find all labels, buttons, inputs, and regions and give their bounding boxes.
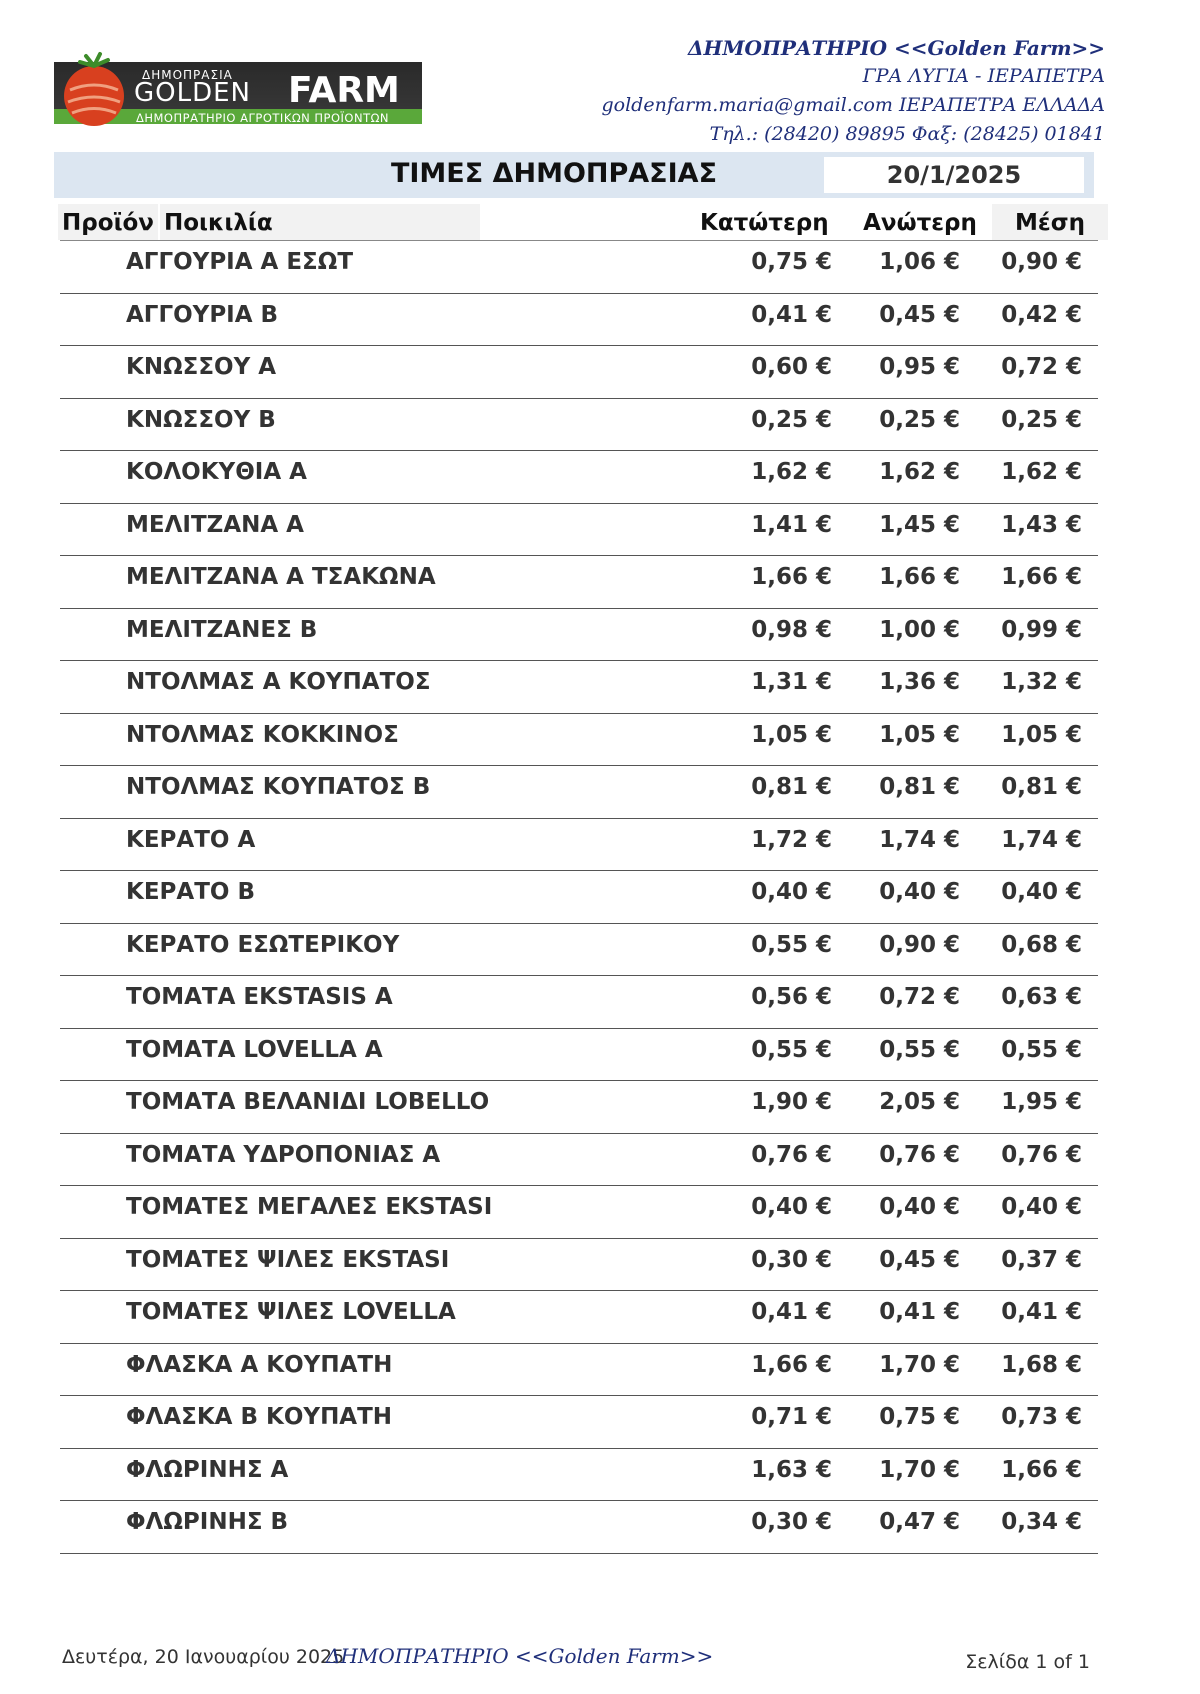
product-name: ΜΕΛΙΤΖΑΝΑ Α ΤΣΑΚΩΝΑ xyxy=(126,564,436,590)
price-avg: 0,55 € xyxy=(1001,1036,1082,1063)
table-row xyxy=(60,714,1098,767)
price-avg: 0,63 € xyxy=(1001,984,1082,1010)
column-header-product: Προϊόν xyxy=(58,204,158,240)
table-row xyxy=(60,1081,1098,1134)
price-low: 1,05 € xyxy=(751,721,832,748)
product-name: ΑΓΓΟΥΡΙΑ Α ΕΣΩΤ xyxy=(126,249,354,275)
price-high: 1,45 € xyxy=(879,511,960,538)
company-phone: Τηλ.: (28420) 89895 Φαξ: (28425) 01841 xyxy=(709,123,1105,145)
price-high: 1,70 € xyxy=(879,1456,960,1483)
product-name: ΑΓΓΟΥΡΙΑ Β xyxy=(126,301,279,328)
price-low: 1,41 € xyxy=(751,511,832,538)
price-avg: 0,68 € xyxy=(1001,931,1082,958)
table-row xyxy=(60,240,1098,294)
price-avg: 1,95 € xyxy=(1001,1089,1082,1115)
product-name: ΝΤΟΛΜΑΣ ΚΟΥΠΑΤΟΣ Β xyxy=(126,774,431,800)
price-high: 0,40 € xyxy=(879,1194,960,1220)
footer-company-name: ΔΗΜΟΠΡΑΤΗΡΙΟ <<Golden Farm>> xyxy=(326,1644,714,1668)
price-high: 0,81 € xyxy=(879,774,960,800)
price-high: 0,41 € xyxy=(879,1299,960,1325)
table-row xyxy=(60,1029,1098,1082)
price-high: 1,36 € xyxy=(879,669,960,695)
logo-word-golden: GOLDEN xyxy=(134,78,251,108)
price-low: 0,76 € xyxy=(751,1141,832,1168)
table-row xyxy=(60,1449,1098,1502)
footer-page-number: Σελίδα 1 of 1 xyxy=(965,1651,1090,1673)
table-row xyxy=(60,504,1098,557)
price-avg: 0,25 € xyxy=(1001,406,1082,433)
table-row xyxy=(60,1134,1098,1187)
table-row xyxy=(60,924,1098,977)
product-name: ΤΟΜΑΤΑ ΥΔΡΟΠΟΝΙΑΣ Α xyxy=(126,1141,441,1168)
table-row xyxy=(60,399,1098,452)
company-name: ΔΗΜΟΠΡΑΤΗΡΙΟ <<Golden Farm>> xyxy=(687,36,1105,60)
company-logo xyxy=(54,50,422,128)
product-name: ΝΤΟΛΜΑΣ Α ΚΟΥΠΑΤΟΣ xyxy=(126,669,431,695)
company-email: goldenfarm.maria@gmail.com ΙΕΡΑΠΕΤΡΑ ΕΛΛΑΔΑ xyxy=(601,94,1105,116)
table-row xyxy=(60,294,1098,347)
price-low: 0,75 € xyxy=(751,249,832,275)
table-row xyxy=(60,819,1098,872)
column-header-low: Κατώτερη xyxy=(700,210,829,236)
table-row xyxy=(60,766,1098,819)
price-avg: 0,72 € xyxy=(1001,354,1082,380)
price-high: 1,06 € xyxy=(879,249,960,275)
price-low: 0,55 € xyxy=(751,931,832,958)
table-row xyxy=(60,871,1098,924)
company-location: ΓΡΑ ΛΥΓΙΑ - ΙΕΡΑΠΕΤΡΑ xyxy=(862,65,1105,87)
table-row xyxy=(60,346,1098,399)
price-avg: 0,40 € xyxy=(1001,879,1082,905)
price-avg: 0,40 € xyxy=(1001,1194,1082,1220)
price-avg: 1,62 € xyxy=(1001,459,1082,485)
price-avg: 1,74 € xyxy=(1001,826,1082,853)
price-low: 0,30 € xyxy=(751,1509,832,1535)
price-avg: 0,76 € xyxy=(1001,1141,1082,1168)
price-high: 0,25 € xyxy=(879,406,960,433)
price-high: 0,95 € xyxy=(879,354,960,380)
price-low: 1,90 € xyxy=(751,1089,832,1115)
product-name: ΚΝΩΣΣΟΥ Α xyxy=(126,354,277,380)
price-low: 0,30 € xyxy=(751,1246,832,1273)
table-row xyxy=(60,451,1098,504)
footer-date: Δευτέρα, 20 Ιανουαρίου 2025 xyxy=(62,1646,345,1668)
title-band xyxy=(54,152,1094,198)
price-low: 0,98 € xyxy=(751,616,832,643)
table-row xyxy=(60,976,1098,1029)
price-high: 0,55 € xyxy=(879,1036,960,1063)
price-low: 0,40 € xyxy=(751,879,832,905)
page-title: ΤΙΜΕΣ ΔΗΜΟΠΡΑΣΙΑΣ xyxy=(390,158,718,189)
price-low: 1,63 € xyxy=(751,1456,832,1483)
price-high: 1,62 € xyxy=(879,459,960,485)
price-avg: 1,66 € xyxy=(1001,1456,1082,1483)
price-avg: 0,37 € xyxy=(1001,1246,1082,1273)
price-low: 1,62 € xyxy=(751,459,832,485)
price-high: 0,72 € xyxy=(879,984,960,1010)
price-high: 1,66 € xyxy=(879,564,960,590)
price-high: 0,90 € xyxy=(879,931,960,958)
price-low: 0,41 € xyxy=(751,1299,832,1325)
product-name: ΚΕΡΑΤΟ ΕΣΩΤΕΡΙΚΟΥ xyxy=(126,931,400,958)
price-avg: 1,68 € xyxy=(1001,1351,1082,1378)
table-row xyxy=(60,1239,1098,1292)
price-high: 2,05 € xyxy=(879,1089,960,1115)
product-name: ΦΛΑΣΚΑ Β ΚΟΥΠΑΤΗ xyxy=(126,1404,393,1430)
auction-date: 20/1/2025 xyxy=(824,157,1084,193)
price-avg: 0,99 € xyxy=(1001,616,1082,643)
price-high: 0,45 € xyxy=(879,301,960,328)
product-name: ΜΕΛΙΤΖΑΝΑ Α xyxy=(126,511,304,538)
price-high: 1,70 € xyxy=(879,1351,960,1378)
price-low: 0,81 € xyxy=(751,774,832,800)
logo-word-farm: FARM xyxy=(288,70,400,111)
column-header-avg: Μέση xyxy=(992,204,1108,240)
product-name: ΤΟΜΑΤΑ ΒΕΛΑΝΙΔΙ LOBELLO xyxy=(126,1089,490,1115)
price-low: 0,41 € xyxy=(751,301,832,328)
table-row xyxy=(60,609,1098,662)
product-name: ΦΛΩΡΙΝΗΣ Α xyxy=(126,1456,289,1483)
price-avg: 0,90 € xyxy=(1001,249,1082,275)
price-high: 1,05 € xyxy=(879,721,960,748)
table-row xyxy=(60,1396,1098,1449)
product-name: ΚΕΡΑΤΟ Α xyxy=(126,826,256,853)
price-low: 0,56 € xyxy=(751,984,832,1010)
price-low: 1,31 € xyxy=(751,669,832,695)
price-table xyxy=(60,240,1098,1554)
product-name: ΚΟΛΟΚΥΘΙΑ Α xyxy=(126,459,307,485)
price-high: 1,00 € xyxy=(879,616,960,643)
price-high: 0,45 € xyxy=(879,1246,960,1273)
price-high: 0,75 € xyxy=(879,1404,960,1430)
table-row xyxy=(60,1186,1098,1239)
price-low: 0,25 € xyxy=(751,406,832,433)
product-name: ΦΛΩΡΙΝΗΣ Β xyxy=(126,1509,289,1535)
price-high: 0,40 € xyxy=(879,879,960,905)
table-row xyxy=(60,556,1098,609)
product-name: ΤΟΜΑΤΕΣ ΨΙΛΕΣ EKSTASI xyxy=(126,1246,450,1273)
price-high: 0,47 € xyxy=(879,1509,960,1535)
tomato-icon xyxy=(56,50,132,128)
price-low: 0,55 € xyxy=(751,1036,832,1063)
table-row xyxy=(60,1344,1098,1397)
product-name: ΚΝΩΣΣΟΥ Β xyxy=(126,406,276,433)
price-avg: 0,34 € xyxy=(1001,1509,1082,1535)
price-avg: 1,32 € xyxy=(1001,669,1082,695)
price-avg: 1,43 € xyxy=(1001,511,1082,538)
price-high: 1,74 € xyxy=(879,826,960,853)
logo-tagline: ΔΗΜΟΠΡΑΤΗΡΙΟ ΑΓΡΟΤΙΚΩΝ ΠΡΟΪΟΝΤΩΝ xyxy=(136,111,390,125)
column-header-variety: Ποικιλία xyxy=(160,204,480,240)
price-low: 0,71 € xyxy=(751,1404,832,1430)
price-low: 0,40 € xyxy=(751,1194,832,1220)
product-name: ΤΟΜΑΤΑ EKSTASIS Α xyxy=(126,984,393,1010)
product-name: ΤΟΜΑΤΕΣ ΜΕΓΑΛΕΣ EKSTASI xyxy=(126,1194,493,1220)
price-avg: 1,66 € xyxy=(1001,564,1082,590)
product-name: ΜΕΛΙΤΖΑΝΕΣ Β xyxy=(126,616,318,643)
product-name: ΦΛΑΣΚΑ Α ΚΟΥΠΑΤΗ xyxy=(126,1351,393,1378)
price-avg: 1,05 € xyxy=(1001,721,1082,748)
price-low: 1,72 € xyxy=(751,826,832,853)
price-avg: 0,73 € xyxy=(1001,1404,1082,1430)
product-name: ΤΟΜΑΤΕΣ ΨΙΛΕΣ LOVELLA xyxy=(126,1299,456,1325)
table-row xyxy=(60,661,1098,714)
price-low: 1,66 € xyxy=(751,564,832,590)
price-avg: 0,41 € xyxy=(1001,1299,1082,1325)
price-low: 0,60 € xyxy=(751,354,832,380)
price-high: 0,76 € xyxy=(879,1141,960,1168)
price-avg: 0,42 € xyxy=(1001,301,1082,328)
product-name: ΚΕΡΑΤΟ Β xyxy=(126,879,255,905)
logo-small-text: ΔΗΜΟΠΡΑΣΙΑ xyxy=(142,68,233,82)
product-name: ΤΟΜΑΤΑ LOVELLA Α xyxy=(126,1036,383,1063)
column-header-high: Ανώτερη xyxy=(863,210,977,236)
product-name: ΝΤΟΛΜΑΣ ΚΟΚΚΙΝΟΣ xyxy=(126,721,399,748)
table-row xyxy=(60,1291,1098,1344)
price-low: 1,66 € xyxy=(751,1351,832,1378)
table-row xyxy=(60,1501,1098,1554)
price-avg: 0,81 € xyxy=(1001,774,1082,800)
